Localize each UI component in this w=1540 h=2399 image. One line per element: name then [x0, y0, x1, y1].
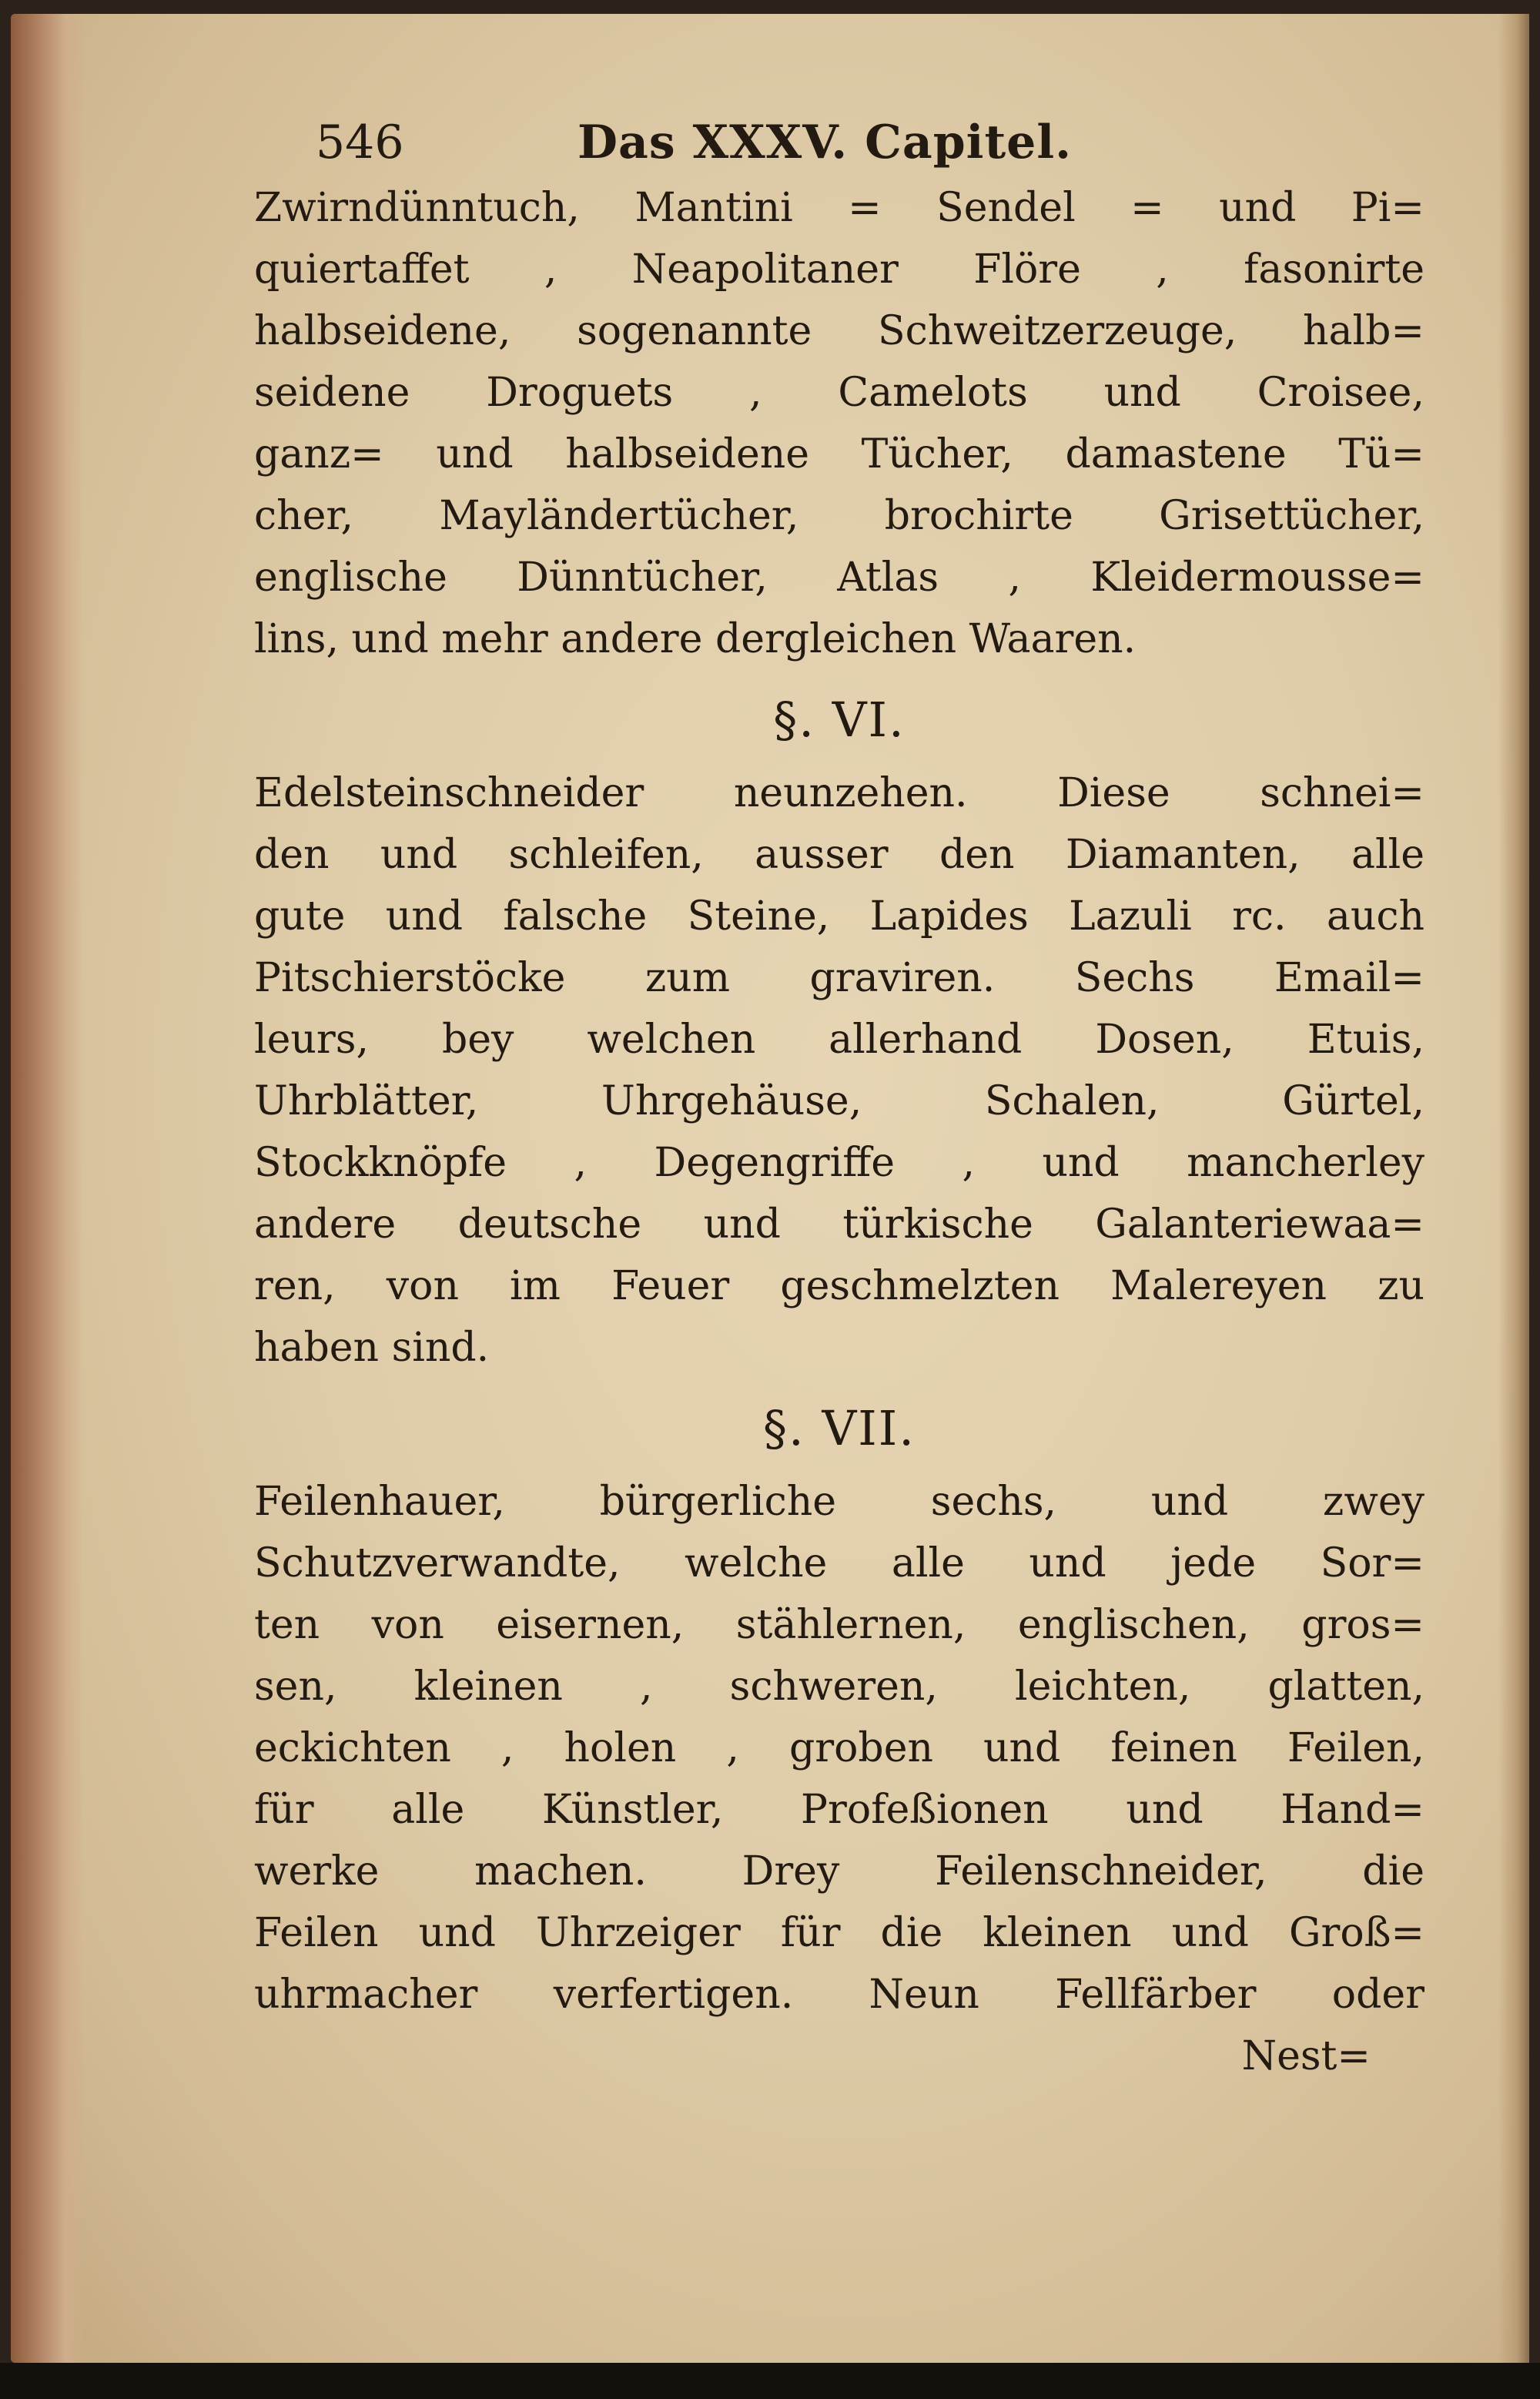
- text-line: Edelsteinschneider neunzehen. Diese schnei=: [254, 770, 1424, 816]
- text-line: Feilen und Uhrzeiger für die kleinen und Groß=: [254, 1910, 1424, 1956]
- text-line: ganz= und halbseidene Tücher, damastene Tü=: [254, 431, 1424, 477]
- page-header: [254, 100, 1424, 177]
- text-line: Uhrblätter, Uhrgehäuse, Schalen, Gürtel,: [254, 1078, 1424, 1124]
- text-line: ren, von im Feuer geschmelzten Malereyen zu: [254, 1263, 1424, 1309]
- scan-bottom-edge: [0, 2363, 1540, 2399]
- paragraph-section-vi: [254, 762, 1424, 1379]
- paragraph-section-vii: [254, 1471, 1424, 2025]
- text-line: Feilenhauer, bürgerliche sechs, und zwey: [254, 1479, 1424, 1525]
- text-line: leurs, bey welchen allerhand Dosen, Etuis,: [254, 1017, 1424, 1063]
- text-line: für alle Künstler, Profeßionen und Hand=: [254, 1787, 1424, 1833]
- catchword: Nest=: [1241, 2033, 1371, 2079]
- page-edge-shadow: [1498, 14, 1529, 2363]
- page-gutter-shadow: [11, 14, 84, 2363]
- text-line: cher, Mayländertücher, brochirte Grisettücher,: [254, 493, 1424, 539]
- text-line: sen, kleinen , schweren, leichten, glatten,: [254, 1664, 1424, 1710]
- text-line: werke machen. Drey Feilenschneider, die: [254, 1848, 1424, 1895]
- page-number: 546: [316, 116, 404, 169]
- text-line: Stockknöpfe , Degengriffe , und mancherley: [254, 1140, 1424, 1186]
- text-line: seidene Droguets , Camelots und Croisee,: [254, 370, 1424, 416]
- text-line: Schutzverwandte, welche alle und jede Sor=: [254, 1540, 1424, 1586]
- section-heading-vii: §. VII.: [763, 1400, 916, 1456]
- running-head: Das XXXV. Capitel.: [578, 116, 1073, 169]
- text-line: andere deutsche und türkische Galanteriewaa=: [254, 1201, 1424, 1248]
- text-line: uhrmacher verfertigen. Neun Fellfärber oder: [254, 1972, 1424, 2018]
- text-line: halbseidene, sogenannte Schweitzerzeuge, halb=: [254, 308, 1424, 354]
- text-line: eckichten , holen , groben und feinen Feilen,: [254, 1725, 1424, 1771]
- text-line: Pitschierstöcke zum graviren. Sechs Email=: [254, 955, 1424, 1001]
- paragraph-continuation: [254, 177, 1424, 670]
- section-heading-vi: §. VI.: [773, 692, 906, 748]
- text-line: englische Dünntücher, Atlas , Kleidermousse=: [254, 555, 1424, 601]
- text-line: gute und falsche Steine, Lapides Lazuli rc. auch: [254, 893, 1424, 940]
- text-line: lins, und mehr andere dergleichen Waaren.: [254, 616, 1137, 662]
- text-line: Zwirndünntuch, Mantini = Sendel = und Pi=: [254, 185, 1424, 231]
- text-line: quiertaffet , Neapolitaner Flöre , fasonirte: [254, 246, 1424, 293]
- text-line: haben sind.: [254, 1325, 490, 1371]
- text-line: den und schleifen, ausser den Diamanten, alle: [254, 832, 1424, 878]
- page-text-block: [254, 100, 1424, 2087]
- text-line: ten von eisernen, stählernen, englischen, gros=: [254, 1602, 1424, 1648]
